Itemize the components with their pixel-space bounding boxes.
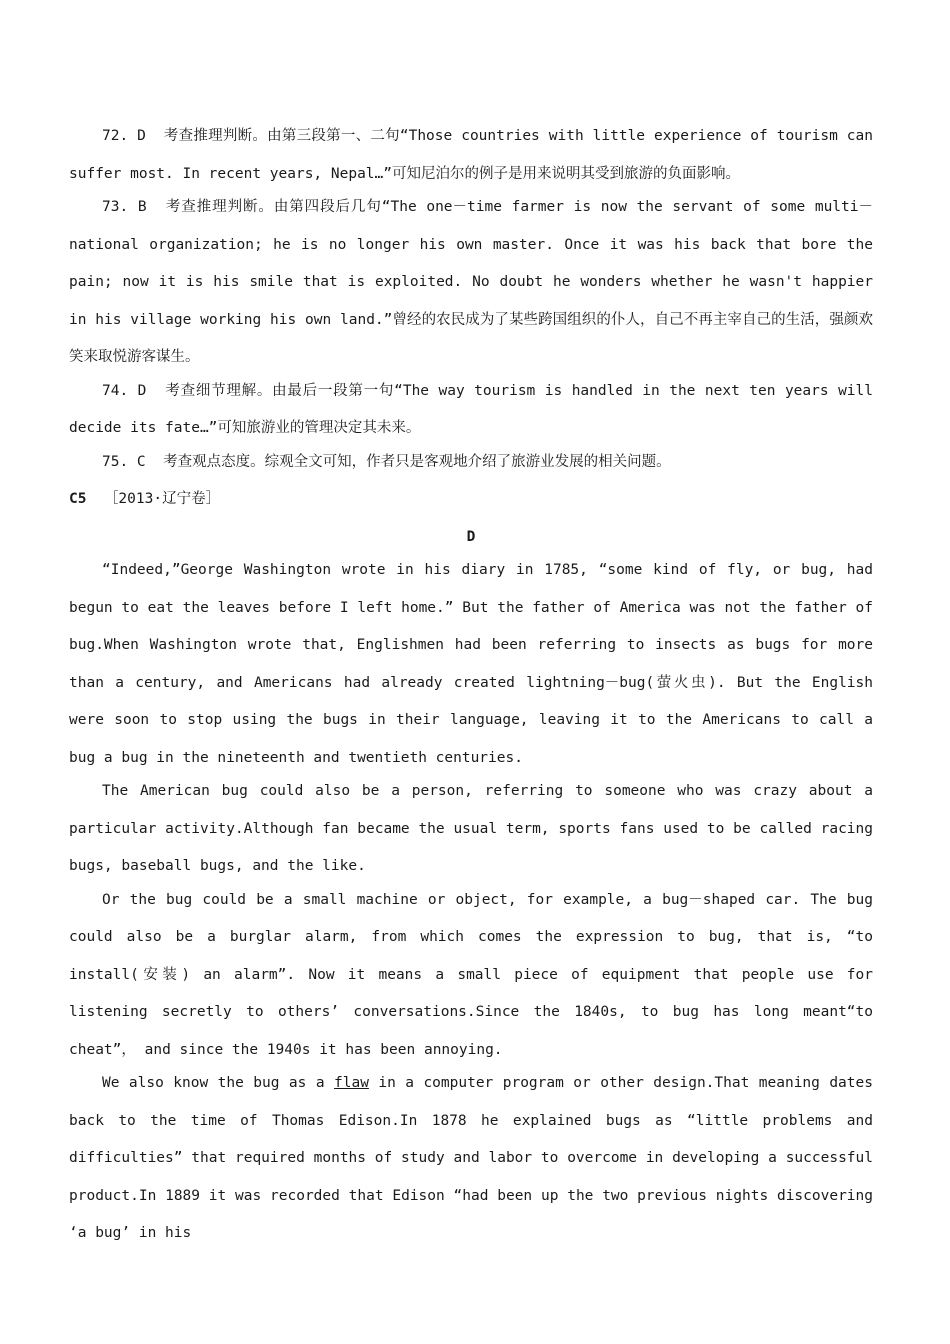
section-code: C5 <box>69 491 87 507</box>
underlined-word-flaw: flaw <box>334 1075 369 1091</box>
answer-74 <box>69 373 873 448</box>
answer-explanation: 考查细节理解。由最后一段第一句“The way tourism is handled in the next ten years will decide its fate…”可知旅游业的管理决定其未来。 <box>69 382 874 436</box>
passage-paragraph-3: Or the bug could be a small machine or object, for example, a bug－shaped car. The bug could also be a burglar alarm, from which comes the expression to bug, that is, “to install(安装) an alarm”. Now it means a small piece of equipment that people use for listening secretly to others’ conversations.Since the 1840s, to bug has long meant“to cheat”， and since the 1940s it has been annoying. <box>69 891 873 1058</box>
section-label <box>69 481 873 519</box>
document-page <box>69 118 873 1253</box>
answer-75 <box>69 444 873 482</box>
paragraph-text: in a computer program or other design.That meaning dates back to the time of Thomas Edison.In 1878 he explained bugs as “little problems and difficulties” that required months of study and labor to overcome in developing a successful product.In 1889 it was recorded that Edison “had been up the two previous nights discovering ‘a bug’ in his <box>69 1075 873 1241</box>
answer-explanation: 考查推理判断。由第三段第一、二句“Those countries with little experience of tourism can suffer most. In recent years, Nepal…”可知尼泊尔的例子是用来说明其受到旅游的负面影响。 <box>69 128 874 182</box>
answer-72 <box>69 118 873 193</box>
paragraph-text: We also know the bug as a <box>102 1075 334 1091</box>
answer-explanation: 考查观点态度。综观全文可知，作者只是客观地介绍了旅游业发展的相关问题。 <box>163 453 671 470</box>
answer-number: 75. C <box>102 453 146 470</box>
passage-paragraph-2: The American bug could also be a person, referring to someone who was crazy about a particular activity.Although fan became the usual term, sports fans used to be called racing bugs, baseball bugs, and the like. <box>69 783 873 874</box>
answer-number: 74. D <box>102 382 147 399</box>
answer-explanation: 考查推理判断。由第四段后几句“The one－time farmer is now the servant of some multi－national organization; he is no longer his own master. Once it was his back that bore the pain; now it is his smile that is exploited. No doubt he wonders whether he wasn't happier in his village working his own land.”曾经的农民成为了某些跨国组织的仆人，自己不再主宰自己的生活，强颜欢笑来取悦游客谋生。 <box>69 199 873 365</box>
answer-number: 73. B <box>102 199 147 215</box>
passage-title: D <box>466 528 476 545</box>
answer-number: 72. D <box>102 128 146 144</box>
section-source: ［2013·辽宁卷］ <box>103 491 221 507</box>
passage-paragraph-4 <box>69 1065 873 1253</box>
answer-73 <box>69 189 873 377</box>
passage-paragraph-1: “Indeed,”George Washington wrote in his diary in 1785, “some kind of fly, or bug, had begun to eat the leaves before I left home.” But the father of America was not the father of bug.When Washington wrote that, Englishmen had been referring to insects as bugs for more than a century, and Americans had already created lightning－bug(萤火虫). But the English were soon to stop using the bugs in their language, leaving it to the Americans to call a bug a bug in the nineteenth and twentieth centuries. <box>69 562 873 766</box>
